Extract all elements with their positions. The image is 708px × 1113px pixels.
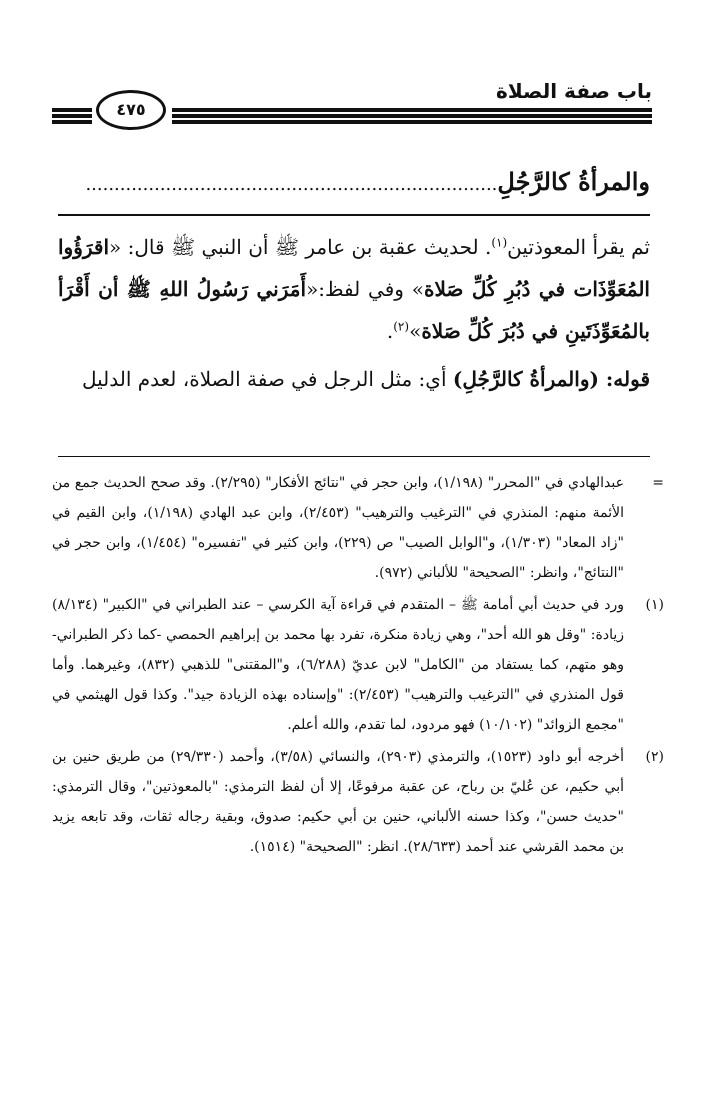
text-segment: . [386,319,394,343]
quoted-phrase: قوله: (والمرأةُ كالرَّجُلِ) [452,367,650,391]
text-segment: . لحديث عقبة بن عامر ﷺ أن النبي ﷺ قال: « [109,235,492,259]
page-header [52,78,652,134]
heading-dots: ........................................................................ [85,174,498,195]
footnote-2 [52,742,664,862]
explanation-text: أي: مثل الرجل في صفة الصلاة، لعدم الدليل [82,367,453,391]
footnote-text: أخرجه أبو داود (١٥٢٣)، والترمذي (٢٩٠٣)، والنسائي (٣/٥٨)، وأحمد (٢٩/٣٣٠) من طريق حنين بن أبي حكيم، عن عُليّ بن رباح، عن عقبة مرفوعًا، إلا أن لفظ الترمذي: "بالمعوذتين"، وقال الترمذي: "حديث حسن"، وكذا حسنه الألباني، حنين بن أبي حكيم: صدوق، وبقية رجاله ثقات، وقد تابعه يزيد بن محمد القرشي عند أحمد (٢٨/٦٣٣). انظر: "الصحيحة" (١٥١٤). [52,749,624,855]
footnote-text: عبدالهادي في "المحرر" (١/١٩٨)، وابن حجر في "نتائج الأفكار" (٢/٢٩٥). وقد صحح الحديث جمع من الأئمة منهم: المنذري في "الترغيب والترهيب" (٢/٤٥٣)، وابن عبد الهادي (١/١٩٨)، وابن القيم في "زاد المعاد" (١/٣٠٣)، و"الوابل الصيب" ص (٢٢٩)، وابن كثير في "تفسيره" (١/٤٥٤)، وابن حجر في "النتائج"، وانظر: "الصحيحة" للألباني (٩٧٢). [52,475,625,581]
footnotes [52,468,664,864]
footnote-continuation [52,468,664,588]
text-segment: ثم يقرأ المعوذتين [507,235,650,259]
footnote-marker: (٢) [645,749,664,765]
footnote-ref-1: (١) [491,235,508,250]
heading-separator [58,214,650,216]
section-heading [60,160,650,204]
footnotes-separator [58,456,650,457]
section-heading-text: والمرأةُ كالرَّجُلِ [497,167,650,196]
chapter-title: باب صفة الصلاة [496,79,652,103]
header-rule-right [172,108,652,124]
text-segment: » وفي لفظ:« [306,277,424,301]
text-segment: » [409,319,422,343]
footnote-1 [52,590,664,740]
hadith-quote-2: أَمَرَني رَسُولُ اللهِ ﷺ أن أَقْرَأ بالمُعَوِّذَتَينِ في دُبُرَ كُلِّ صَلاة [58,277,650,343]
main-paragraph-1 [58,226,650,352]
page-number: ٤٧٥ [96,90,166,130]
footnote-text: ورد في حديث أبي أمامة ﷺ – المتقدم في قراءة آية الكرسي – عند الطبراني في "الكبير" (٨/١٣٤) زيادة: "وقل هو الله أحد"، وهي زيادة منكرة، تفرد بها محمد بن إبراهيم الحمصي -كما ذكر الطبراني- وهو متهم، كما يستفاد من "الكامل" لابن عديّ (٦/٢٨٨)، و"المقتنى" للذهبي (٨٣٢)، وغيرهما. وأما قول المنذري في "الترغيب والترهيب" (٢/٤٥٣): "وإسناده بهذه الزيادة جيد". وكذا قول الهيثمي في "مجمع الزوائد" (١٠/١٠٢) فهو مردود، لما تقدم، والله أعلم. [52,597,624,733]
footnote-marker: (١) [645,597,664,613]
hadith-quote-1: اقرَؤُوا المُعَوِّذَات في دُبُرِ كُلِّ صَلاة [58,235,650,301]
footnote-ref-2: (٢) [393,319,410,334]
header-rule-left [52,108,92,124]
main-paragraph-2 [58,358,650,400]
main-text [58,226,650,400]
footnote-marker: = [652,475,664,491]
